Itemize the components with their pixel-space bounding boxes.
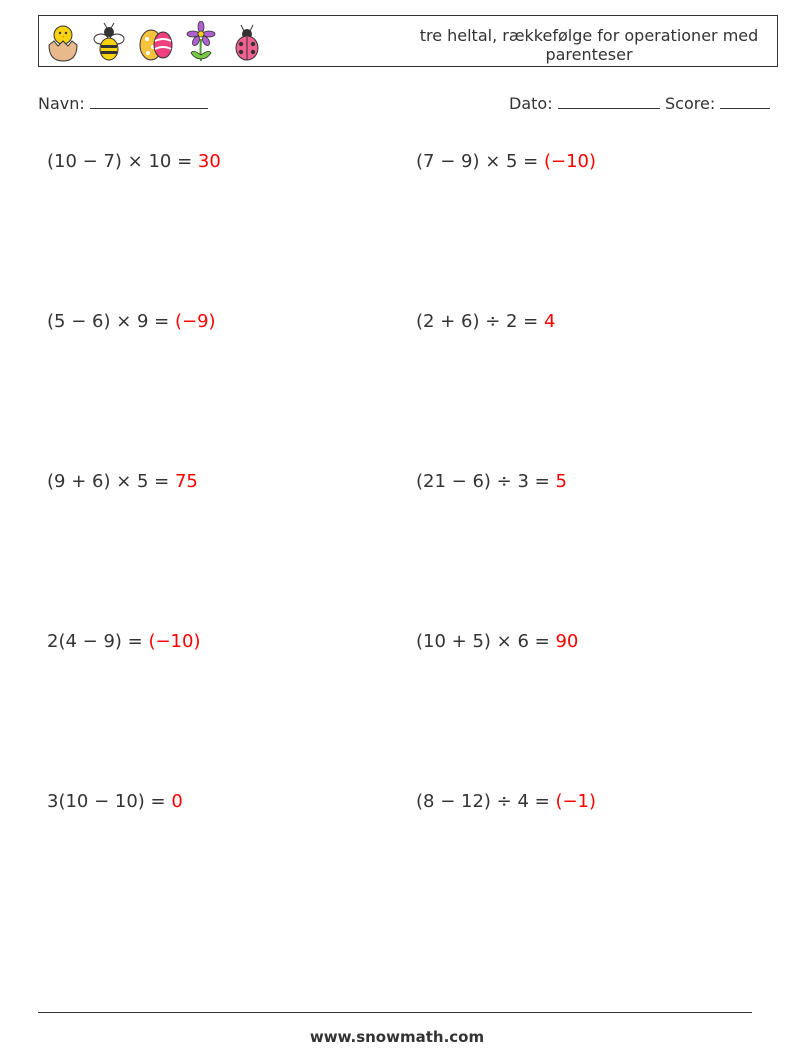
- chick-icon: [45, 21, 81, 63]
- problem-1: [47, 151, 221, 172]
- problem-answer: 0: [171, 791, 183, 812]
- problem-expression: (10 − 7) × 10 =: [47, 151, 198, 172]
- bee-icon: [91, 21, 127, 63]
- name-field[interactable]: [38, 93, 208, 113]
- problem-6: [416, 471, 567, 492]
- score-label: Score:: [665, 94, 716, 113]
- problem-10: [416, 791, 596, 812]
- problem-expression: (10 + 5) × 6 =: [416, 631, 556, 652]
- easter-egg-icon: [137, 21, 173, 63]
- worksheet-header: [38, 15, 778, 67]
- problem-answer: 4: [543, 311, 556, 332]
- problem-9: [47, 791, 183, 812]
- problem-5: [47, 471, 198, 492]
- date-label: Dato:: [509, 94, 553, 113]
- problem-3: [47, 311, 216, 332]
- problem-7: [47, 631, 200, 652]
- problem-2: [416, 151, 596, 172]
- problem-expression: (5 − 6) × 9 =: [47, 311, 175, 332]
- problem-answer: (−9): [174, 311, 216, 332]
- ladybug-icon: [229, 21, 265, 63]
- problem-answer: 90: [555, 631, 579, 652]
- problem-expression: 2(4 − 9) =: [47, 631, 149, 652]
- problem-expression: 3(10 − 10) =: [47, 791, 172, 812]
- problem-expression: (21 − 6) ÷ 3 =: [416, 471, 556, 492]
- name-label: Navn:: [38, 94, 85, 113]
- score-field[interactable]: [665, 93, 770, 113]
- problem-answer: 30: [197, 151, 221, 172]
- worksheet-title: tre heltal, rækkefølge for operationer med parenteser: [419, 26, 759, 64]
- problem-answer: (−10): [543, 151, 597, 172]
- score-blank[interactable]: [720, 93, 770, 109]
- problem-answer: 75: [174, 471, 198, 492]
- problem-8: [416, 631, 578, 652]
- problem-answer: (−10): [148, 631, 201, 652]
- flower-icon: [183, 21, 219, 63]
- problem-expression: (8 − 12) ÷ 4 =: [416, 791, 556, 812]
- problem-expression: (2 + 6) ÷ 2 =: [416, 311, 544, 332]
- problem-answer: (−1): [555, 791, 597, 812]
- footer-divider: [38, 1012, 752, 1013]
- date-field[interactable]: [509, 93, 660, 113]
- problem-4: [416, 311, 555, 332]
- problem-expression: (9 + 6) × 5 =: [47, 471, 175, 492]
- problem-answer: 5: [555, 471, 567, 492]
- footer-website[interactable]: www.snowmath.com: [309, 1028, 485, 1046]
- name-blank[interactable]: [90, 93, 208, 109]
- date-blank[interactable]: [558, 93, 660, 109]
- problem-expression: (7 − 9) × 5 =: [416, 151, 544, 172]
